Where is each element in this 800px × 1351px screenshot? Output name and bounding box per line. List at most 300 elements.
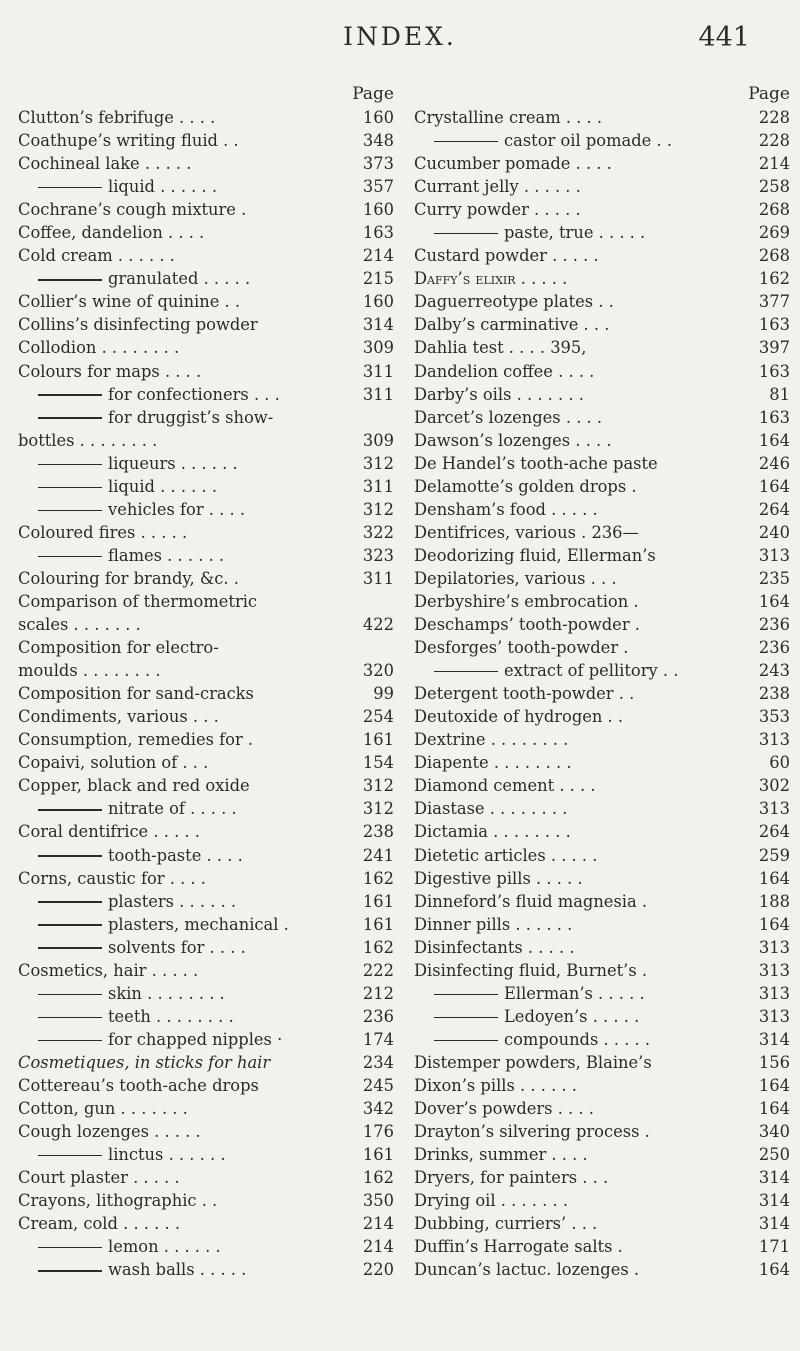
entry-page: 314 <box>758 1029 790 1049</box>
index-entry <box>414 867 790 890</box>
entry-title <box>18 590 390 613</box>
entry-title <box>18 1097 359 1120</box>
index-entry <box>18 959 394 982</box>
entry-text: Densham’s food . . . . . <box>414 499 598 519</box>
entry-text: liquid . . . . . . <box>108 177 218 197</box>
entry-title <box>414 429 755 452</box>
entry-title <box>18 982 359 1005</box>
entry-page: 164 <box>758 914 790 934</box>
entry-page: 241 <box>362 845 394 865</box>
entry-text: Derbyshire’s embrocation . <box>414 591 639 611</box>
running-title: INDEX. <box>343 22 457 51</box>
entry-page: 161 <box>362 1145 394 1165</box>
entry-title <box>18 1028 359 1051</box>
entry-page: 164 <box>758 1260 790 1280</box>
entry-text: Duffin’s Harrogate salts . <box>414 1237 623 1257</box>
index-entry <box>18 1005 394 1028</box>
entry-text: Composition for electro- <box>18 638 219 658</box>
entry-page: 188 <box>758 891 790 911</box>
entry-title <box>18 913 359 936</box>
entry-text: Dahlia test . . . . 395, <box>414 338 587 358</box>
entry-page: 269 <box>758 223 790 243</box>
entry-page: 162 <box>362 1168 394 1188</box>
index-entry <box>18 544 394 567</box>
entry-text: Deutoxide of hydrogen . . <box>414 707 624 727</box>
entry-page: 156 <box>758 1052 790 1072</box>
entry-title <box>18 567 359 590</box>
entry-text: for druggist’s show- <box>108 407 274 427</box>
entry-title <box>18 659 359 682</box>
entry-title <box>414 498 755 521</box>
entry-text: Diapente . . . . . . . . <box>414 753 572 773</box>
entry-text: castor oil pomade . . <box>504 131 673 151</box>
entry-text: Detergent tooth-powder . . <box>414 684 635 704</box>
entry-title <box>414 567 755 590</box>
entry-text: Delamotte’s golden drops . <box>414 476 637 496</box>
index-entry <box>414 360 790 383</box>
entry-title <box>18 797 359 820</box>
index-entry <box>18 705 394 728</box>
entry-text: Dandelion coffee . . . . <box>414 361 595 381</box>
entry-page: 214 <box>362 1214 394 1234</box>
entry-page: 353 <box>758 707 790 727</box>
entry-page: 313 <box>758 545 790 565</box>
entry-text: Cosmetics, hair . . . . . <box>18 960 199 980</box>
index-entry <box>414 198 790 221</box>
entry-title <box>414 383 765 406</box>
entry-text: Dover’s powders . . . . <box>414 1099 594 1119</box>
entry-text: tooth-paste . . . . <box>108 845 243 865</box>
index-entry <box>414 613 790 636</box>
entry-text: Cream, cold . . . . . . <box>18 1214 181 1234</box>
ditto-dash <box>434 1017 498 1018</box>
entry-title <box>18 636 390 659</box>
index-column-left <box>18 82 394 1281</box>
index-entry <box>18 1166 394 1189</box>
entry-text: Corns, caustic for . . . . <box>18 868 206 888</box>
entry-text: Dubbing, curriers’ . . . <box>414 1214 598 1234</box>
entry-text: Ledoyen’s . . . . . <box>504 1006 640 1026</box>
index-entry <box>18 267 394 290</box>
entry-page: 240 <box>758 522 790 542</box>
entry-text: Distemper powders, Blaine’s <box>414 1052 652 1072</box>
entry-text: Cough lozenges . . . . . <box>18 1122 201 1142</box>
entry-title <box>414 1166 755 1189</box>
index-entry <box>18 867 394 890</box>
entry-page: 357 <box>362 177 394 197</box>
entry-page: 314 <box>362 315 394 335</box>
entry-page: 160 <box>362 200 394 220</box>
page-column-heading: Page <box>748 84 790 104</box>
ditto-dash <box>38 901 102 902</box>
entry-text: De Handel’s tooth-ache paste <box>414 453 658 473</box>
entry-title <box>414 175 755 198</box>
index-entry <box>18 728 394 751</box>
index-entry <box>414 1028 790 1051</box>
entry-title <box>18 844 359 867</box>
entry-title <box>18 1005 359 1028</box>
entry-title <box>414 613 755 636</box>
entry-text: wash balls . . . . . <box>108 1260 247 1280</box>
index-entry <box>18 797 394 820</box>
index-entry <box>414 890 790 913</box>
entry-page: 312 <box>362 799 394 819</box>
ditto-dash <box>38 994 102 995</box>
entry-title <box>18 1258 359 1281</box>
entry-page: 162 <box>362 868 394 888</box>
index-entry <box>414 244 790 267</box>
index-entry <box>18 152 394 175</box>
entry-title <box>18 705 359 728</box>
entry-title <box>18 129 359 152</box>
entry-title <box>414 360 755 383</box>
entry-page: 161 <box>362 730 394 750</box>
entry-page: 258 <box>758 177 790 197</box>
entry-text: Deschamps’ tooth-powder . <box>414 615 640 635</box>
entry-page <box>390 636 394 659</box>
entry-title <box>414 936 755 959</box>
entry-text: Court plaster . . . . . <box>18 1168 180 1188</box>
index-entry <box>18 313 394 336</box>
index-entry <box>18 383 394 406</box>
index-entry <box>18 682 394 705</box>
entry-page: 236 <box>362 1006 394 1026</box>
entry-page: 161 <box>362 914 394 934</box>
index-entry <box>414 1166 790 1189</box>
entry-title <box>414 1028 755 1051</box>
entry-title <box>414 844 755 867</box>
index-entry <box>18 1097 394 1120</box>
index-entry <box>18 336 394 359</box>
index-entry <box>414 1051 790 1074</box>
index-entry <box>18 1235 394 1258</box>
entry-text: bottles . . . . . . . . <box>18 430 158 450</box>
index-entry <box>414 221 790 244</box>
entry-title <box>18 1212 359 1235</box>
entry-title <box>18 820 359 843</box>
entry-page: 214 <box>758 154 790 174</box>
entry-page: 314 <box>758 1191 790 1211</box>
entry-text: Dentifrices, various . 236— <box>414 522 639 542</box>
ditto-dash <box>434 671 498 672</box>
entry-title <box>414 244 755 267</box>
entry-title <box>18 198 359 221</box>
entry-title <box>414 1097 755 1120</box>
ditto-dash <box>38 1040 102 1041</box>
ditto-dash <box>38 510 102 511</box>
entry-text: Diamond cement . . . . <box>414 776 596 796</box>
ditto-dash <box>38 464 102 465</box>
entry-page: 212 <box>362 983 394 1003</box>
index-entry <box>18 751 394 774</box>
entry-page <box>390 590 394 613</box>
entry-title <box>414 867 755 890</box>
entry-text: Deodorizing fluid, Ellerman’s <box>414 545 656 565</box>
entry-title <box>414 313 755 336</box>
entry-title <box>18 959 359 982</box>
entry-page: 163 <box>758 361 790 381</box>
index-entry <box>414 406 790 429</box>
entry-text: Copaivi, solution of . . . <box>18 753 209 773</box>
page-number: 441 <box>698 22 750 53</box>
entry-title <box>414 682 755 705</box>
entry-page: 313 <box>758 730 790 750</box>
index-entry <box>18 221 394 244</box>
index-entry <box>18 936 394 959</box>
entry-page: 246 <box>758 453 790 473</box>
entry-text: paste, true . . . . . <box>504 223 646 243</box>
entry-text: Dalby’s carminative . . . <box>414 315 610 335</box>
entry-text: plasters . . . . . . <box>108 891 237 911</box>
entry-page: 322 <box>362 522 394 542</box>
entry-page: 214 <box>362 1237 394 1257</box>
entry-title <box>18 290 359 313</box>
ditto-dash <box>38 1247 102 1248</box>
entry-title <box>414 1074 755 1097</box>
index-entry <box>18 774 394 797</box>
ditto-dash <box>38 924 102 925</box>
index-entry <box>18 590 394 613</box>
entry-title <box>18 244 359 267</box>
entry-page: 348 <box>362 131 394 151</box>
entry-page: 163 <box>758 315 790 335</box>
index-entry <box>18 475 394 498</box>
entry-text: Dixon’s pills . . . . . . <box>414 1075 577 1095</box>
entry-text: Cucumber pomade . . . . <box>414 154 612 174</box>
entry-page: 313 <box>758 960 790 980</box>
entry-title <box>414 198 755 221</box>
index-entry <box>414 1258 790 1281</box>
entry-title <box>18 336 359 359</box>
index-entry <box>18 1143 394 1166</box>
entry-text: Cochineal lake . . . . . <box>18 154 192 174</box>
entry-page: 342 <box>362 1099 394 1119</box>
entry-text: Cosmetiques, in sticks for hair <box>18 1052 271 1072</box>
index-entry <box>18 1028 394 1051</box>
entry-page: 302 <box>758 776 790 796</box>
index-entry <box>414 429 790 452</box>
index-entry <box>414 129 790 152</box>
entry-title <box>414 1005 755 1028</box>
entry-page: 164 <box>758 591 790 611</box>
entry-title <box>18 1189 359 1212</box>
index-entry <box>414 106 790 129</box>
ditto-dash <box>38 947 102 948</box>
entry-title <box>414 982 755 1005</box>
entry-text: Custard powder . . . . . <box>414 246 599 266</box>
entry-text: Coathupe’s writing fluid . . <box>18 131 239 151</box>
entry-text: Collins’s disinfecting powder <box>18 315 258 335</box>
page-header <box>0 22 800 62</box>
entry-page: 312 <box>362 499 394 519</box>
entry-title <box>18 475 359 498</box>
entry-text: Darby’s oils . . . . . . . <box>414 384 584 404</box>
entry-page: 164 <box>758 868 790 888</box>
entry-page: 377 <box>758 292 790 312</box>
entry-title <box>18 544 359 567</box>
entry-title <box>18 175 359 198</box>
entry-text: vehicles for . . . . <box>108 499 246 519</box>
index-entry <box>18 1051 394 1074</box>
index-entry <box>18 913 394 936</box>
index-entry <box>414 936 790 959</box>
entry-text: Composition for sand-cracks <box>18 684 254 704</box>
entry-title <box>18 936 359 959</box>
entry-title <box>414 913 755 936</box>
entry-page: 228 <box>758 108 790 127</box>
entry-text: Dinner pills . . . . . . <box>414 914 573 934</box>
ditto-dash <box>38 1270 102 1271</box>
entry-title <box>414 1189 755 1212</box>
entry-text: compounds . . . . . <box>504 1029 651 1049</box>
index-entry <box>414 982 790 1005</box>
entry-text: Diastase . . . . . . . . <box>414 799 568 819</box>
entry-page: 373 <box>362 154 394 174</box>
index-entry <box>414 844 790 867</box>
index-entry <box>414 913 790 936</box>
ditto-dash <box>38 556 102 557</box>
index-entry <box>414 590 790 613</box>
entry-text: Daffy’s elixir . . . . . <box>414 269 568 289</box>
entry-title <box>18 1074 359 1097</box>
entry-page: 311 <box>362 568 394 588</box>
index-entry <box>18 129 394 152</box>
entry-page: 320 <box>362 661 394 681</box>
entry-list-right <box>414 106 790 1281</box>
entry-page: 309 <box>362 430 394 450</box>
entry-title <box>414 705 755 728</box>
entry-text: Darcet’s lozenges . . . . <box>414 407 603 427</box>
entry-text: Colours for maps . . . . <box>18 361 202 381</box>
entry-title <box>18 890 359 913</box>
entry-text: Cochrane’s cough mixture . <box>18 200 247 220</box>
entry-page: 160 <box>362 108 394 127</box>
ditto-dash <box>38 394 102 395</box>
entry-text: Collodion . . . . . . . . <box>18 338 180 358</box>
entry-page: 422 <box>362 615 394 635</box>
index-entry <box>414 313 790 336</box>
entry-text: Currant jelly . . . . . . <box>414 177 581 197</box>
index-column-right <box>414 82 790 1281</box>
entry-title <box>414 336 755 359</box>
ditto-dash <box>38 417 102 418</box>
entry-page: 243 <box>758 661 790 681</box>
entry-title <box>18 774 359 797</box>
entry-page: 311 <box>362 384 394 404</box>
entry-text: skin . . . . . . . . <box>108 983 225 1003</box>
entry-page: 309 <box>362 338 394 358</box>
index-entry <box>414 1212 790 1235</box>
entry-page: 245 <box>362 1075 394 1095</box>
entry-text: Drying oil . . . . . . . <box>414 1191 568 1211</box>
index-entry <box>18 360 394 383</box>
page-column-heading: Page <box>352 84 394 104</box>
index-entry <box>414 774 790 797</box>
entry-title <box>18 360 359 383</box>
entry-title <box>414 1051 755 1074</box>
index-entry <box>18 452 394 475</box>
entry-text: Clutton’s febrifuge . . . . <box>18 108 216 127</box>
entry-page <box>390 406 394 429</box>
entry-page: 60 <box>769 753 790 773</box>
ditto-dash <box>38 855 102 856</box>
entry-page: 176 <box>362 1122 394 1142</box>
entry-page: 311 <box>362 361 394 381</box>
entry-text: nitrate of . . . . . <box>108 799 237 819</box>
entry-text: for confectioners . . . <box>108 384 280 404</box>
entry-text: Dextrine . . . . . . . . <box>414 730 569 750</box>
index-entry <box>414 175 790 198</box>
entry-page: 235 <box>758 568 790 588</box>
entry-title <box>414 1212 755 1235</box>
entry-title <box>414 774 755 797</box>
ditto-dash <box>38 187 102 188</box>
entry-text: Comparison of thermometric <box>18 591 258 611</box>
index-entry <box>414 659 790 682</box>
entry-page: 313 <box>758 1006 790 1026</box>
entry-page: 236 <box>758 638 790 658</box>
entry-title <box>18 1051 359 1074</box>
entry-page: 215 <box>362 269 394 289</box>
entry-title <box>414 728 755 751</box>
index-entry <box>414 452 790 475</box>
index-entry <box>18 844 394 867</box>
index-entry <box>18 290 394 313</box>
entry-title <box>18 1166 359 1189</box>
entry-text: Collier’s wine of quinine . . <box>18 292 241 312</box>
entry-title <box>414 1235 755 1258</box>
entry-page: 164 <box>758 430 790 450</box>
entry-text: plasters, mechanical . <box>108 914 289 934</box>
entry-title <box>18 152 359 175</box>
entry-page: 313 <box>758 937 790 957</box>
entry-page: 162 <box>362 937 394 957</box>
index-entry <box>414 1143 790 1166</box>
index-entry <box>18 498 394 521</box>
entry-page: 220 <box>362 1260 394 1280</box>
entry-title <box>18 728 359 751</box>
entry-title <box>18 406 390 429</box>
entry-page: 340 <box>758 1122 790 1142</box>
index-entry <box>414 1005 790 1028</box>
index-entry <box>18 1189 394 1212</box>
entry-text: granulated . . . . . <box>108 269 251 289</box>
entry-text: Desforges’ tooth-powder . <box>414 638 629 658</box>
ditto-dash <box>38 487 102 488</box>
entry-text: Dietetic articles . . . . . <box>414 845 598 865</box>
entry-text: linctus . . . . . . <box>108 1145 226 1165</box>
entry-page: 250 <box>758 1145 790 1165</box>
entry-text: Dictamia . . . . . . . . <box>414 822 571 842</box>
entry-page: 81 <box>769 384 790 404</box>
entry-list-left <box>18 106 394 1281</box>
entry-text: Dryers, for painters . . . <box>414 1168 609 1188</box>
entry-text: Digestive pills . . . . . <box>414 868 583 888</box>
entry-title <box>18 1235 359 1258</box>
entry-title <box>18 1120 359 1143</box>
entry-title <box>414 1258 755 1281</box>
entry-page: 312 <box>362 776 394 796</box>
entry-title <box>414 797 755 820</box>
index-entry <box>18 106 394 129</box>
entry-text: Cotton, gun . . . . . . . <box>18 1099 188 1119</box>
entry-page: 268 <box>758 246 790 266</box>
entry-page: 174 <box>362 1029 394 1049</box>
entry-title <box>414 521 755 544</box>
ditto-dash <box>434 233 498 234</box>
index-entry <box>414 498 790 521</box>
index-entry <box>18 1212 394 1235</box>
